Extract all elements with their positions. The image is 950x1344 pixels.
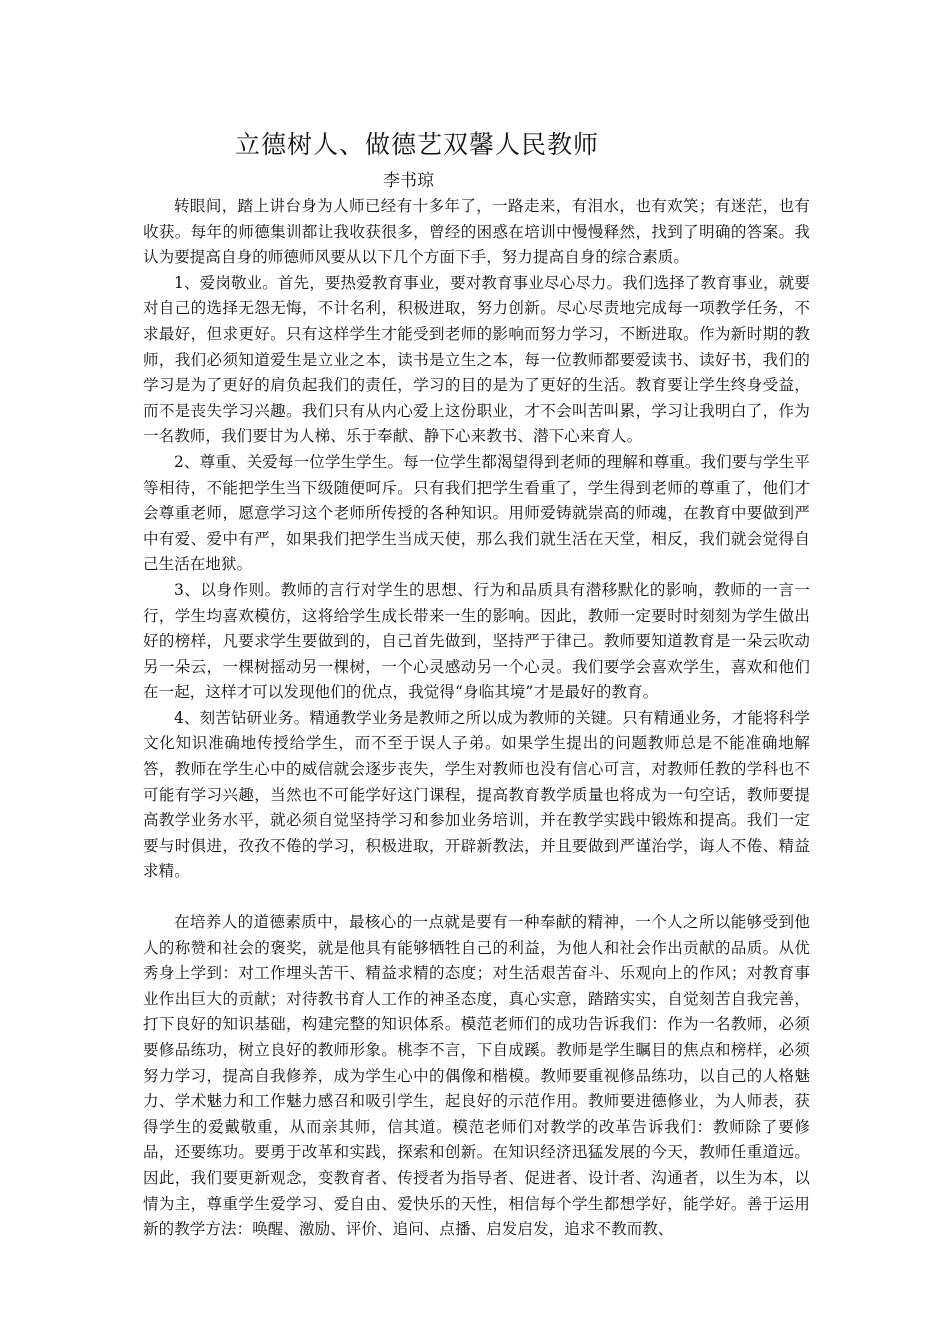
document-page <box>143 128 810 1243</box>
paragraph-spacer <box>143 885 810 910</box>
document-author: 李书琼 <box>383 171 434 191</box>
paragraph-intro: 转眼间，踏上讲台身为人师已经有十多年了，一路走来，有泪水，也有欢笑；有迷茫，也有收获。每年的师德集训都让我收获很多，曾经的困惑在培训中慢慢释然，找到了明确的答案。我认为要提高自身的师德师风要从以下几个方面下手，努力提高自身的综合素质。 <box>143 197 810 267</box>
document-title: 立德树人、做德艺双馨人民教师 <box>235 130 600 159</box>
paragraph-point-4: 4、刻苦钻研业务。精通教学业务是教师之所以成为教师的关键。只有精通业务，才能将科学文化知识准确地传授给学生，而不至于误人子弟。如果学生提出的问题教师总是不能准确地解答，教师在学生心中的威信就会逐步丧失，学生对教师也没有信心可言，对教师任教的学科也不可能有学习兴趣，当然也不可能学好这门课程，提高教育教学质量也将成为一句空话，教师要提高教学业务水平，就必须自觉坚持学习和参加业务培训，并在教学实践中锻炼和提高。我们一定要与时俱进，孜孜不倦的学习，积极进取，开辟新教法，并且要做到严谨治学，诲人不倦、精益求精。 <box>143 708 810 881</box>
paragraph-conclusion: 在培养人的道德素质中，最核心的一点就是要有一种奉献的精神，一个人之所以能够受到他人的称赞和社会的褒奖，就是他具有能够牺牲自己的利益，为他人和社会作出贡献的品质。从优秀身上学到：对工作埋头苦干、精益求精的态度；对生活艰苦奋斗、乐观向上的作风；对教育事业作出巨大的贡献；对待教书育人工作的神圣态度，真心实意，踏踏实实，自觉刻苦自我完善，打下良好的知识基础，构建完整的知识体系。模范老师们的成功告诉我们：作为一名教师，必须要修品练功，树立良好的教师形象。桃李不言，下自成蹊。教师是学生瞩目的焦点和榜样，必须努力学习，提高自我修养，成为学生心中的偶像和楷模。教师要重视修品练功，以自己的人格魅力、学术魅力和工作魅力感召和吸引学生，起良好的示范作用。教师要进德修业，为人师表，获得学生的爱戴敬重，从而亲其师，信其道。模范老师们对教学的改革告诉我们：教师除了要修品，还要练功。要勇于改革和实践，探索和创新。在知识经济迅猛发展的今天，教师任重道远。因此，我们要更新观念，变教育者、传授者为指导者、促进者、设计者、沟通者，以生为本，以情为主，尊重学生爱学习、爱自由、爱快乐的天性，相信每个学生都想学好，能学好。善于运用新的教学方法：唤醒、激励、评价、追问、点播、启发启发，追求不教而教、 <box>143 913 810 1239</box>
paragraph-point-1: 1、爱岗敬业。首先，要热爱教育事业，要对教育事业尽心尽力。我们选择了教育事业，就要对自己的选择无怨无悔，不计名利，积极进取，努力创新。尽心尽责地完成每一项教学任务，不求最好，但求更好。只有这样学生才能受到老师的影响而努力学习，不断进取。作为新时期的教师，我们必须知道爱生是立业之本，读书是立生之本，每一位教师都要爱读书、读好书，我们的学习是为了更好的肩负起我们的责任，学习的目的是为了更好的生活。教育要让学生终身受益，而不是丧失学习兴趣。我们只有从内心爱上这份职业，才不会叫苦叫累，学习让我明白了，作为一名教师，我们要甘为人梯、乐于奉献、静下心来教书、潜下心来育人。 <box>143 273 810 446</box>
paragraph-point-2: 2、尊重、关爱每一位学生学生。每一位学生都渴望得到老师的理解和尊重。我们要与学生平等相待，不能把学生当下级随便呵斥。只有我们把学生看重了，学生得到老师的尊重了，他们才会尊重老师，愿意学习这个老师所传授的各种知识。用师爱铸就崇高的师魂，在教育中要做到严中有爱、爱中有严，如果我们把学生当成天使，那么我们就生活在天堂，相反，我们就会觉得自己生活在地狱。 <box>143 452 810 574</box>
paragraph-point-3: 3、以身作则。教师的言行对学生的思想、行为和品质具有潜移默化的影响，教师的一言一行，学生均喜欢模仿，这将给学生成长带来一生的影响。因此，教师一定要时时刻刻为学生做出好的榜样，凡要求学生要做到的，自己首先做到，坚持严于律己。教师要知道教育是一朵云吹动另一朵云，一棵树摇动另一棵树，一个心灵感动另一个心灵。我们要学会喜欢学生，喜欢和他们在一起，这样才可以发现他们的优点，我觉得“身临其境”才是最好的教育。 <box>143 580 810 702</box>
